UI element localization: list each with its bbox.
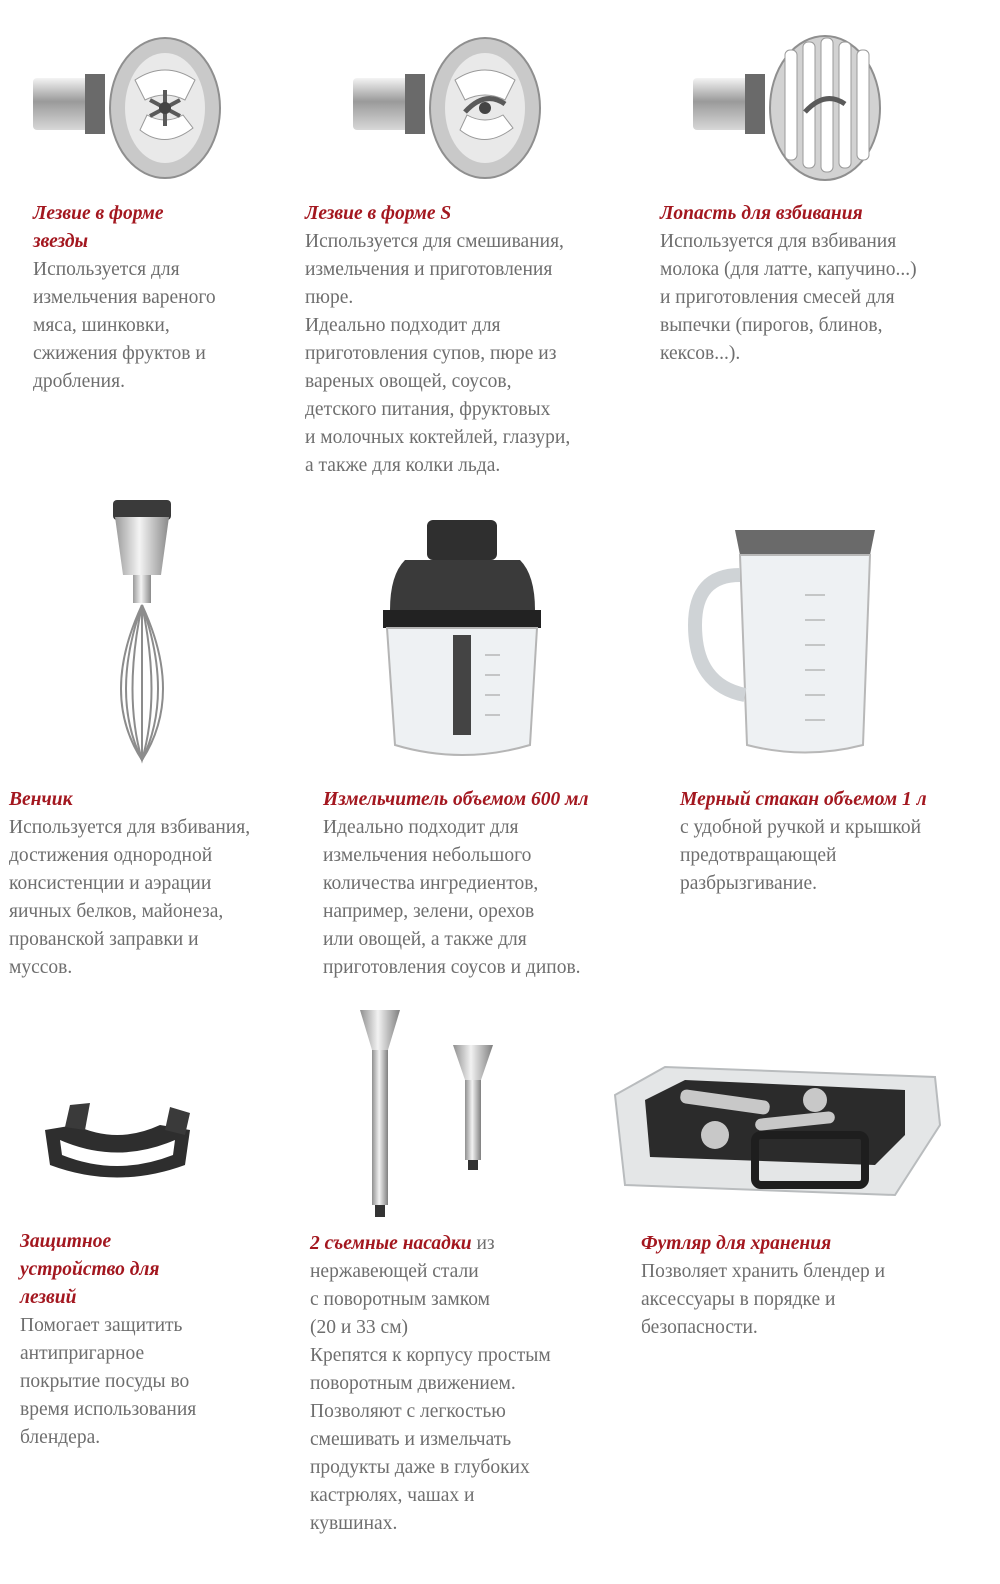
item-desc: нержавеющей стали [310, 1261, 479, 1282]
item-desc: Используется для взбивания [660, 231, 897, 252]
item-desc: Крепятся к корпусу простым [310, 1345, 551, 1366]
item-title-line [310, 1230, 630, 1258]
item-title: Измельчитель объемом 600 мл [323, 789, 589, 810]
item-desc: мяса, шинковки, [33, 315, 170, 336]
item-chopper [323, 786, 653, 982]
blade-guard-icon [35, 1095, 200, 1185]
item-desc: достижения однородной [9, 845, 213, 866]
item-shafts [310, 1230, 630, 1538]
item-desc: аксессуары в порядке и [641, 1289, 836, 1310]
item-desc: Позволяют с легкостью [310, 1401, 506, 1422]
item-desc: Используется для смешивания, [305, 231, 564, 252]
item-desc: приготовления соусов и дипов. [323, 957, 581, 978]
item-desc: количества ингредиентов, [323, 873, 539, 894]
item-whisk [9, 786, 309, 982]
item-title: Лезвие в форме S [305, 203, 452, 224]
item-title-tail: из [471, 1233, 495, 1254]
item-desc: консистенции и аэрации [9, 873, 212, 894]
item-title: Футляр для хранения [641, 1233, 832, 1254]
item-desc: вареных овощей, соусов, [305, 371, 512, 392]
item-desc: прованской заправки и [9, 929, 199, 950]
item-desc: с удобной ручкой и крышкой [680, 817, 922, 838]
item-desc: измельчения вареного [33, 287, 216, 308]
star-blade-icon [25, 20, 225, 185]
item-title: устройство для [20, 1259, 160, 1280]
item-desc: сжижения фруктов и [33, 343, 206, 364]
item-title: 2 съемные насадки [310, 1233, 472, 1254]
item-title: Защитное [20, 1231, 112, 1252]
item-desc: муссов. [9, 957, 73, 978]
whisk-icon [95, 495, 190, 770]
item-title: Лезвие в форме [33, 203, 164, 224]
item-blade-guard [20, 1228, 260, 1452]
item-s-blade [305, 200, 635, 480]
item-desc: блендера. [20, 1427, 101, 1448]
item-desc: и молочных коктейлей, глазури, [305, 427, 571, 448]
item-desc: Помогает защитить [20, 1315, 183, 1336]
shafts-icon [355, 1005, 505, 1220]
item-title: лезвий [20, 1287, 77, 1308]
item-desc: предотвращающей [680, 845, 837, 866]
item-desc: кувшинах. [310, 1513, 398, 1534]
item-desc: поворотным движением. [310, 1373, 516, 1394]
item-desc: детского питания, фруктовых [305, 399, 551, 420]
item-desc: кексов...). [660, 343, 741, 364]
item-desc: а также для колки льда. [305, 455, 501, 476]
item-desc: Идеально подходит для [305, 315, 501, 336]
item-desc: измельчения и приготовления [305, 259, 553, 280]
item-desc: пюре. [305, 287, 354, 308]
item-desc: покрытие посуды во [20, 1371, 190, 1392]
item-desc: яичных белков, майонеза, [9, 901, 224, 922]
frother-paddle-icon [685, 20, 885, 185]
item-title: звезды [33, 231, 89, 252]
item-desc: с поворотным замком [310, 1289, 490, 1310]
item-desc: смешивать и измельчать [310, 1429, 512, 1450]
item-desc: безопасности. [641, 1317, 758, 1338]
item-star-blade [33, 200, 283, 396]
item-desc: и приготовления смесей для [660, 287, 895, 308]
item-desc: или овощей, а также для [323, 929, 527, 950]
item-desc: Идеально подходит для [323, 817, 519, 838]
measuring-jug-icon [685, 515, 885, 765]
item-desc: разбрызгивание. [680, 873, 818, 894]
item-desc: выпечки (пирогов, блинов, [660, 315, 883, 336]
item-desc: время использования [20, 1399, 197, 1420]
item-desc: дробления. [33, 371, 125, 392]
item-title: Венчик [9, 789, 73, 810]
item-title: Мерный стакан объемом 1 л [680, 789, 927, 810]
item-desc: продукты даже в глубоких [310, 1457, 530, 1478]
item-desc: антипригарное [20, 1343, 145, 1364]
item-desc: приготовления супов, пюре из [305, 343, 557, 364]
storage-case-icon [605, 1055, 945, 1205]
chopper-icon [375, 515, 550, 765]
item-desc: Позволяет хранить блендер и [641, 1261, 886, 1282]
item-storage-case [641, 1230, 971, 1342]
item-desc: Используется для [33, 259, 180, 280]
item-desc: молока (для латте, капучино...) [660, 259, 917, 280]
item-desc: кастрюлях, чашах и [310, 1485, 475, 1506]
item-frother-paddle [660, 200, 990, 368]
item-measuring-jug [680, 786, 990, 898]
item-desc: например, зелени, орехов [323, 901, 535, 922]
s-blade-icon [345, 20, 545, 185]
item-desc: измельчения небольшого [323, 845, 532, 866]
item-desc: Используется для взбивания, [9, 817, 251, 838]
item-desc: (20 и 33 см) [310, 1317, 409, 1338]
item-title: Лопасть для взбивания [660, 203, 863, 224]
